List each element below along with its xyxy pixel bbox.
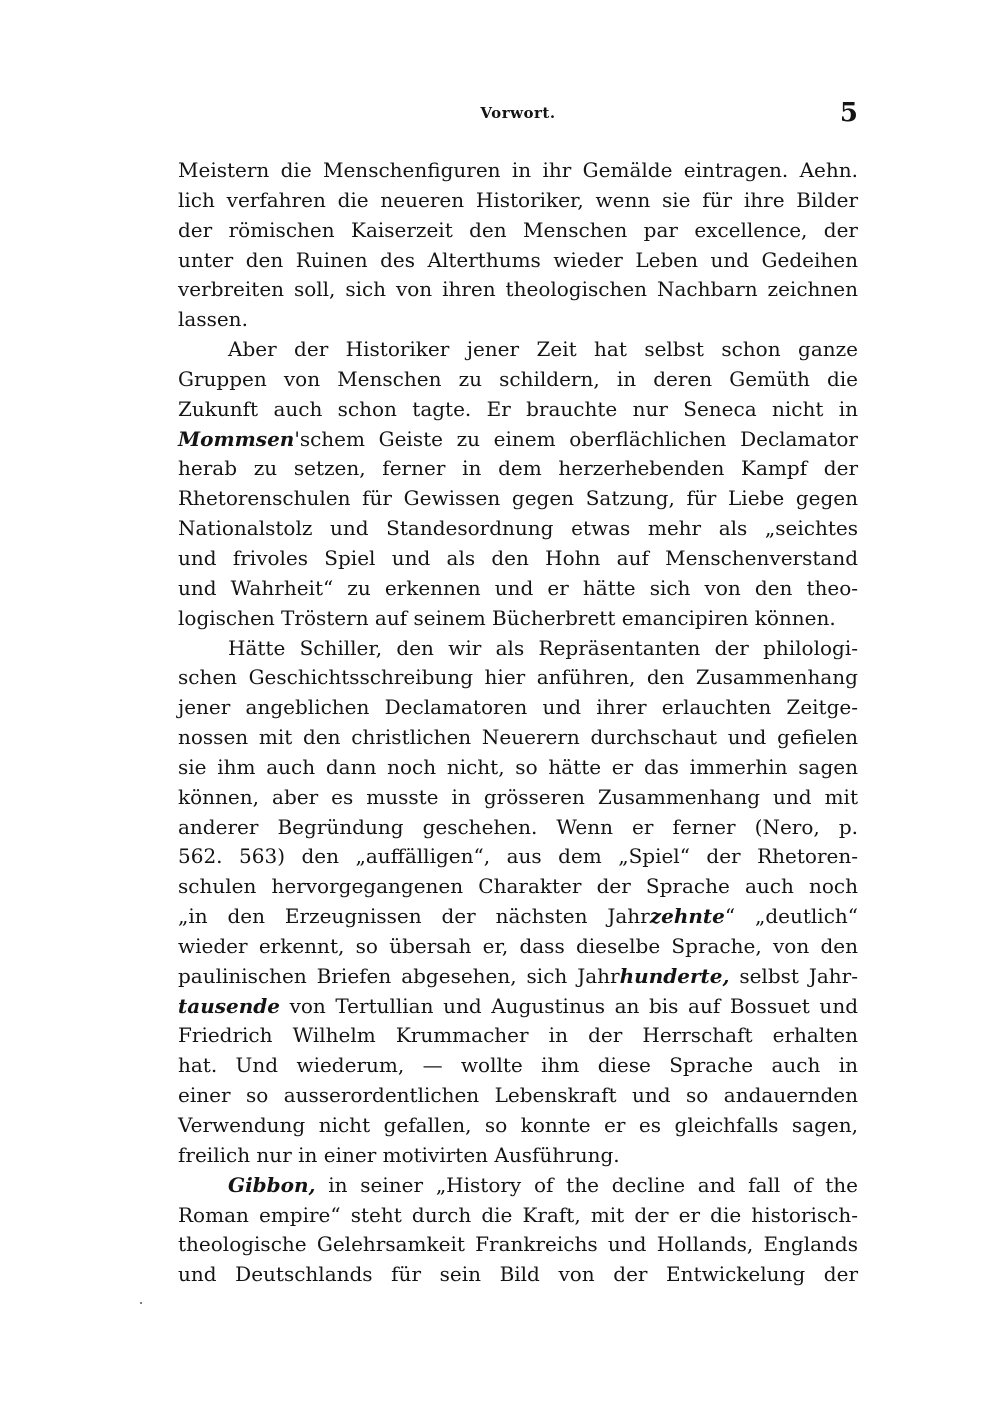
text-line: und Wahrheit“ zu erkennen und er hätte sich von den theo- [178,575,858,600]
text-run: in seiner „History of the decline and fall of the [315,1172,858,1197]
text-line: unter den Ruinen des Alterthums wieder Leben und Gedeihen [178,247,858,272]
text-line: Meistern die Menschenfiguren in ihr Gemälde eintragen. Aehn. [178,158,858,182]
text-line: Aber der Historiker jener Zeit hat selbst schon ganze [228,337,858,362]
emphasis: zehnte [649,904,725,929]
text-line: Gruppen von Menschen zu schildern, in deren Gemüth die [178,366,858,391]
running-head: Vorwort. [480,104,556,122]
text-run: „in den Erzeugnissen der nächsten Jahr [178,904,650,929]
text-run: 'schem Geiste zu einem oberflächlichen Declamator [294,426,858,451]
text-line [178,425,858,455]
text-line: freilich nur in einer motivirten Ausführung. [178,1142,620,1167]
text-line: schulen hervorgegangenen Charakter der Sprache auch noch [178,874,858,899]
text-line: Roman empire“ steht durch die Kraft, mit der er die historisch- [178,1202,858,1227]
text-line: Nationalstolz und Standesordnung etwas mehr als „seichtes [178,516,858,541]
text-line [178,902,858,932]
emphasis: Gibbon, [228,1172,316,1197]
text-line: schen Geschichtsschreibung hier anführen, den Zusammenhang [178,665,858,690]
text-line: können, aber es musste in grösseren Zusammenhang und mit [178,784,858,809]
text-line: 562. 563) den „auffälligen“, aus dem „Spiel“ der Rhetoren- [178,844,858,869]
text-line: und Deutschlands für sein Bild von der Entwickelung der [178,1262,858,1287]
text-line: hat. Und wiederum, — wollte ihm diese Sprache auch in [178,1053,858,1078]
text-line [178,962,858,992]
page-header [178,98,858,138]
text-line: logischen Tröstern auf seinem Bücherbrett emancipiren können. [178,605,836,630]
text-line: nossen mit den christlichen Neuerern durchschaut und gefielen [178,725,858,750]
text-line: Friedrich Wilhelm Krummacher in der Herrschaft erhalten [178,1023,858,1048]
text-line: jener angeblichen Declamatoren und ihrer erlauchten Zeitge- [178,695,858,720]
text-line: sie ihm auch dann noch nicht, so hätte er das immerhin sagen [178,754,858,779]
text-line: theologische Gelehrsamkeit Frankreichs und Hollands, Englands [178,1232,858,1257]
text-run: von Tertullian und Augustinus an bis auf Bossuet und [279,993,858,1018]
text-line: Rhetorenschulen für Gewissen gegen Satzung, für Liebe gegen [178,486,858,511]
text-line: einer so ausserordentlichen Lebenskraft und so andauernden [178,1083,858,1108]
text-line: verbreiten soll, sich von ihren theologischen Nachbarn zeichnen [178,277,858,302]
text-run: “ „deutlich“ [724,904,859,929]
print-speck [140,1302,142,1304]
text-line: lich verfahren die neueren Historiker, wenn sie für ihre Bilder [178,187,858,212]
emphasis: tausende [178,993,280,1018]
emphasis: Mommsen [178,426,295,451]
text-line [178,992,858,1022]
text-line: Hätte Schiller, den wir als Repräsentanten der philologi- [228,635,858,660]
text-run: selbst Jahr- [729,963,858,988]
text-line: Zukunft auch schon tagte. Er brauchte nur Seneca nicht in [178,396,858,421]
text-run: paulinischen Briefen abgesehen, sich Jahr [178,963,620,988]
text-line: herab zu setzen, ferner in dem herzerhebenden Kampf der [178,456,858,481]
body-text [178,156,858,1290]
text-line: wieder erkennt, so übersah er, dass dieselbe Sprache, von den [178,933,858,958]
page-number: 5 [839,98,858,128]
text-line [178,1171,858,1201]
text-line: anderer Begründung geschehen. Wenn er ferner (Nero, p. [178,814,858,839]
emphasis: hunderte, [619,963,730,988]
text-line: und frivoles Spiel und als den Hohn auf Menschenverstand [178,545,858,570]
text-line: der römischen Kaiserzeit den Menschen par excellence, der [178,217,858,242]
text-line: Verwendung nicht gefallen, so konnte er es gleichfalls sagen, [178,1113,858,1137]
text-line: lassen. [178,307,248,332]
